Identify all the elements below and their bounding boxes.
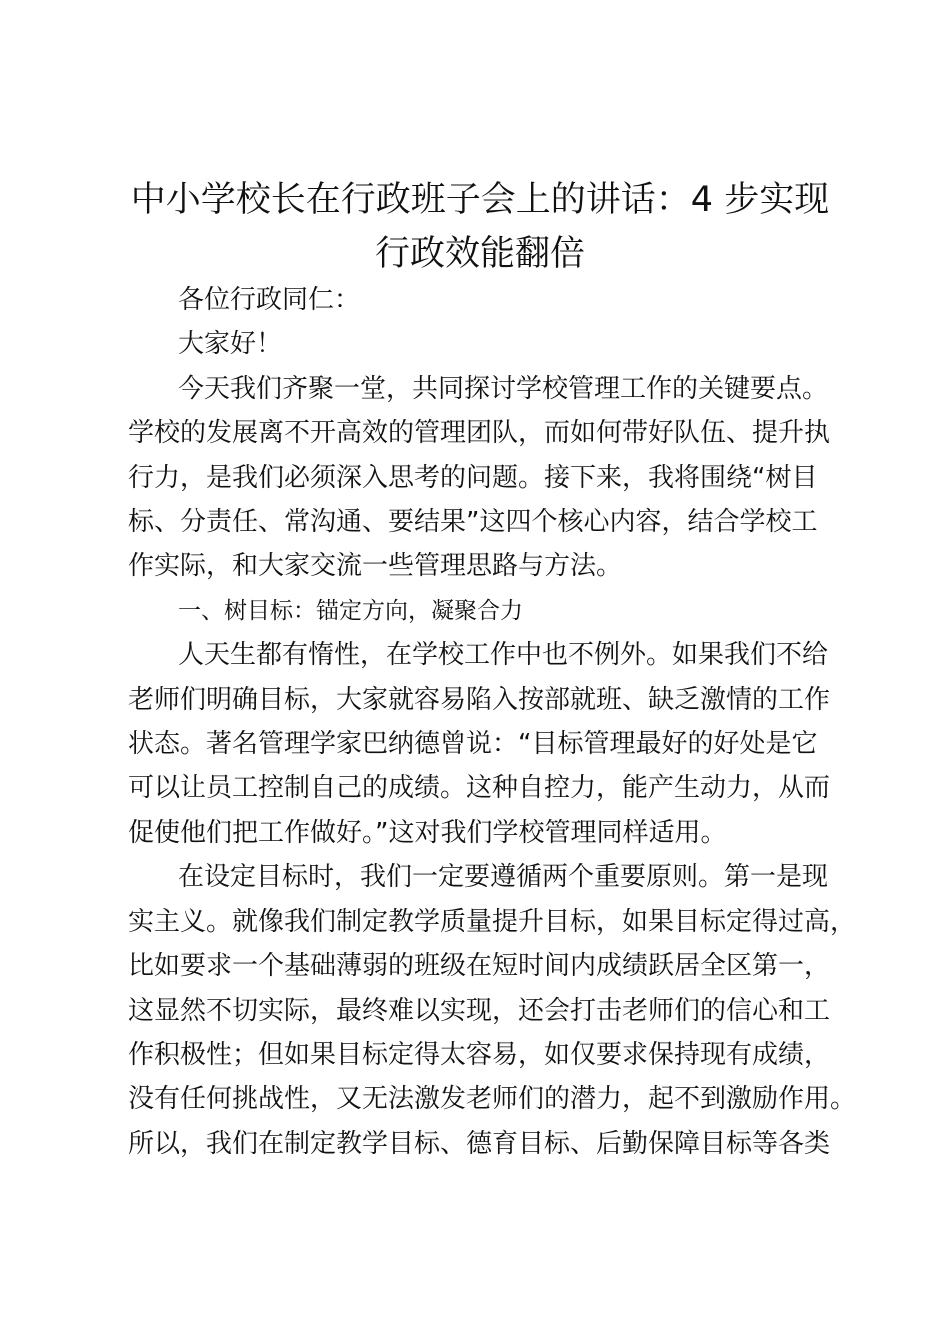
paragraph-line: 行力，是我们必须深入思考的问题。接下来，我将围绕“树目	[128, 462, 818, 493]
greeting-line: 大家好！	[178, 329, 283, 360]
paragraph-line: 作积极性；但如果目标定得太容易，如仅要求保持现有成绩，	[128, 1039, 831, 1070]
paragraph-line: 促使他们把工作做好。”这对我们学校管理同样适用。	[128, 817, 727, 848]
paragraph-line: 这显然不切实际，最终难以实现，还会打击老师们的信心和工	[128, 995, 831, 1026]
paragraph-line: 老师们明确目标，大家就容易陷入按部就班、缺乏激情的工作	[128, 684, 831, 715]
paragraph-line: 状态。著名管理学家巴纳德曾说：“目标管理最好的好处是它	[128, 729, 818, 760]
greeting	[128, 322, 840, 366]
paragraph-line: 今天我们齐聚一堂，共同探讨学校管理工作的关键要点。	[178, 373, 829, 404]
salutation	[128, 278, 840, 322]
paragraph-line: 标、分责任、常沟通、要结果”这四个核心内容，结合学校工	[128, 507, 818, 538]
paragraph-line: 实主义。就像我们制定教学质量提升目标，如果目标定得过高，	[128, 906, 857, 937]
document-body	[128, 278, 857, 1166]
section-heading-line: 一、树目标：锚定方向，凝聚合力	[178, 597, 523, 624]
title-line-1: 中小学校长在行政班子会上的讲话：4 步实现	[130, 180, 830, 220]
section-heading-1	[128, 589, 840, 633]
salutation-line: 各位行政同仁：	[178, 285, 361, 315]
intro-paragraph	[128, 367, 840, 589]
paragraph-line: 所以，我们在制定教学目标、德育目标、后勤保障目标等各类	[128, 1128, 831, 1159]
title-line-2: 行政效能翻倍	[374, 234, 585, 274]
paragraph-line: 没有任何挑战性，又无法激发老师们的潜力，起不到激励作用。	[128, 1084, 857, 1115]
document-title	[110, 173, 850, 281]
paragraph-line: 人天生都有惰性，在学校工作中也不例外。如果我们不给	[178, 640, 829, 671]
paragraph-line: 在设定目标时，我们一定要遵循两个重要原则。第一是现	[178, 862, 829, 893]
paragraph-line: 可以让员工控制自己的成绩。这种自控力，能产生动力，从而	[128, 773, 831, 804]
paragraph-line: 比如要求一个基础薄弱的班级在短时间内成绩跃居全区第一，	[128, 951, 831, 982]
paragraph-line: 作实际，和大家交流一些管理思路与方法。	[128, 551, 623, 582]
section-1-paragraph-2	[128, 855, 857, 1166]
paragraph-line: 学校的发展离不开高效的管理团队，而如何带好队伍、提升执	[128, 418, 831, 449]
section-1-paragraph-1	[128, 633, 840, 855]
